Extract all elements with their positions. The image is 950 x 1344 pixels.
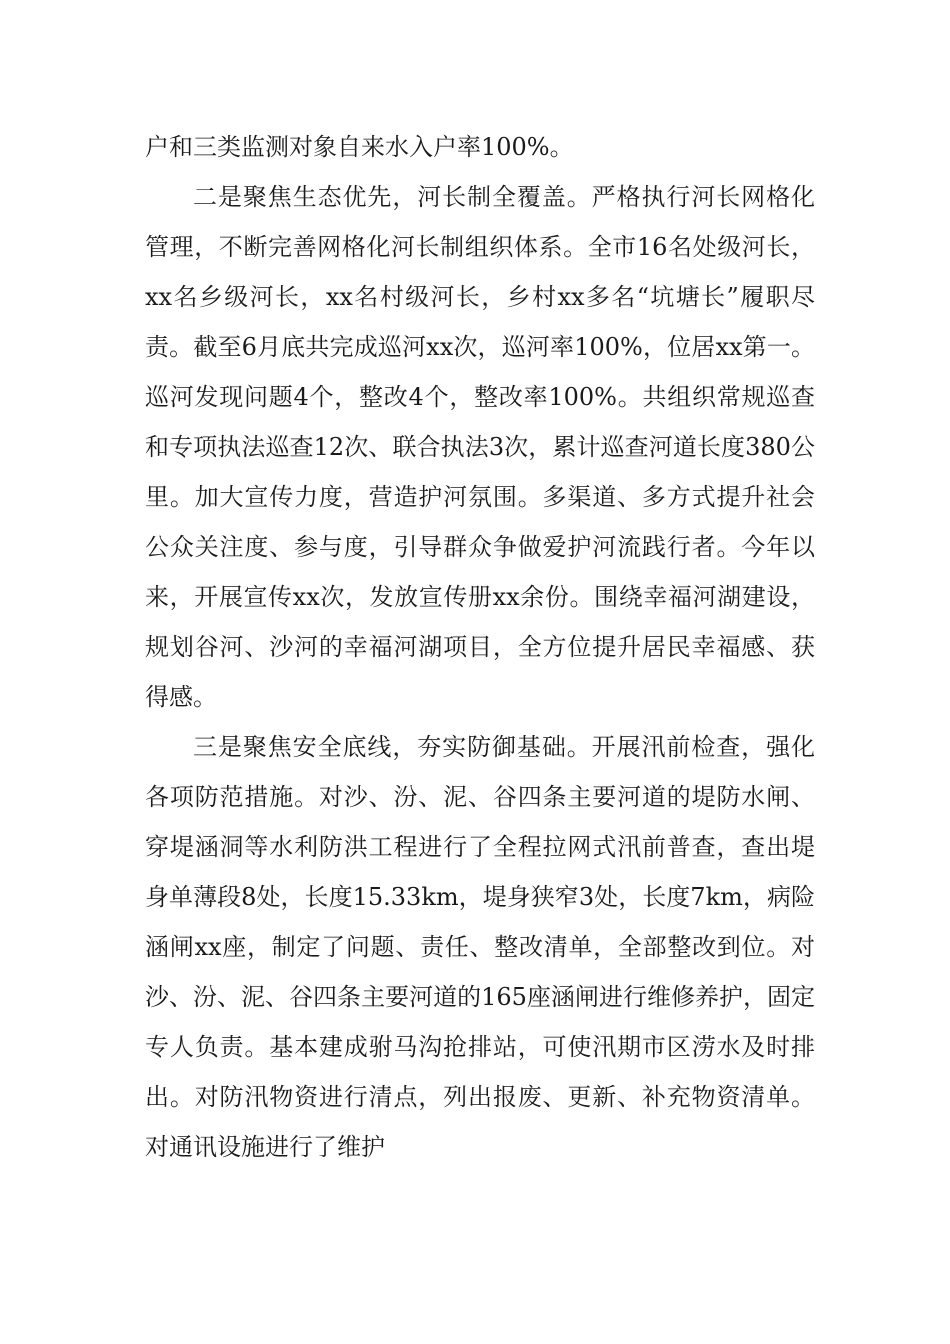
document-body — [145, 122, 815, 1172]
paragraph-2: 二是聚焦生态优先，河长制全覆盖。严格执行河长网格化管理，不断完善网格化河长制组织体系。全市16名处级河长，xx名乡级河长，xx名村级河长，乡村xx多名“坑塘长”履职尽责。截至6月底共完成巡河xx次，巡河率100%，位居xx第一。巡河发现问题4个，整改4个，整改率100%。共组织常规巡查和专项执法巡查12次、联合执法3次，累计巡查河道长度380公里。加大宣传力度，营造护河氛围。多渠道、多方式提升社会公众关注度、参与度，引导群众争做爱护河流践行者。今年以来，开展宣传xx次，发放宣传册xx余份。围绕幸福河湖建设，规划谷河、沙河的幸福河湖项目，全方位提升居民幸福感、获得感。 — [145, 183, 815, 711]
paragraph-3: 三是聚焦安全底线，夯实防御基础。开展汛前检查，强化各项防范措施。对沙、汾、泥、谷四条主要河道的堤防水闸、穿堤涵洞等水利防洪工程进行了全程拉网式汛前普查，查出堤身单薄段8处，长度15.33km，堤身狭窄3处，长度7km，病险涵闸xx座，制定了问题、责任、整改清单，全部整改到位。对沙、汾、泥、谷四条主要河道的165座涵闸进行维修养护，固定专人负责。基本建成驸马沟抢排站，可使汛期市区涝水及时排出。对防汛物资进行清点，列出报废、更新、补充物资清单。对通讯设施进行了维护 — [145, 733, 815, 1161]
paragraph-1: 户和三类监测对象自来水入户率100%。 — [145, 133, 574, 161]
